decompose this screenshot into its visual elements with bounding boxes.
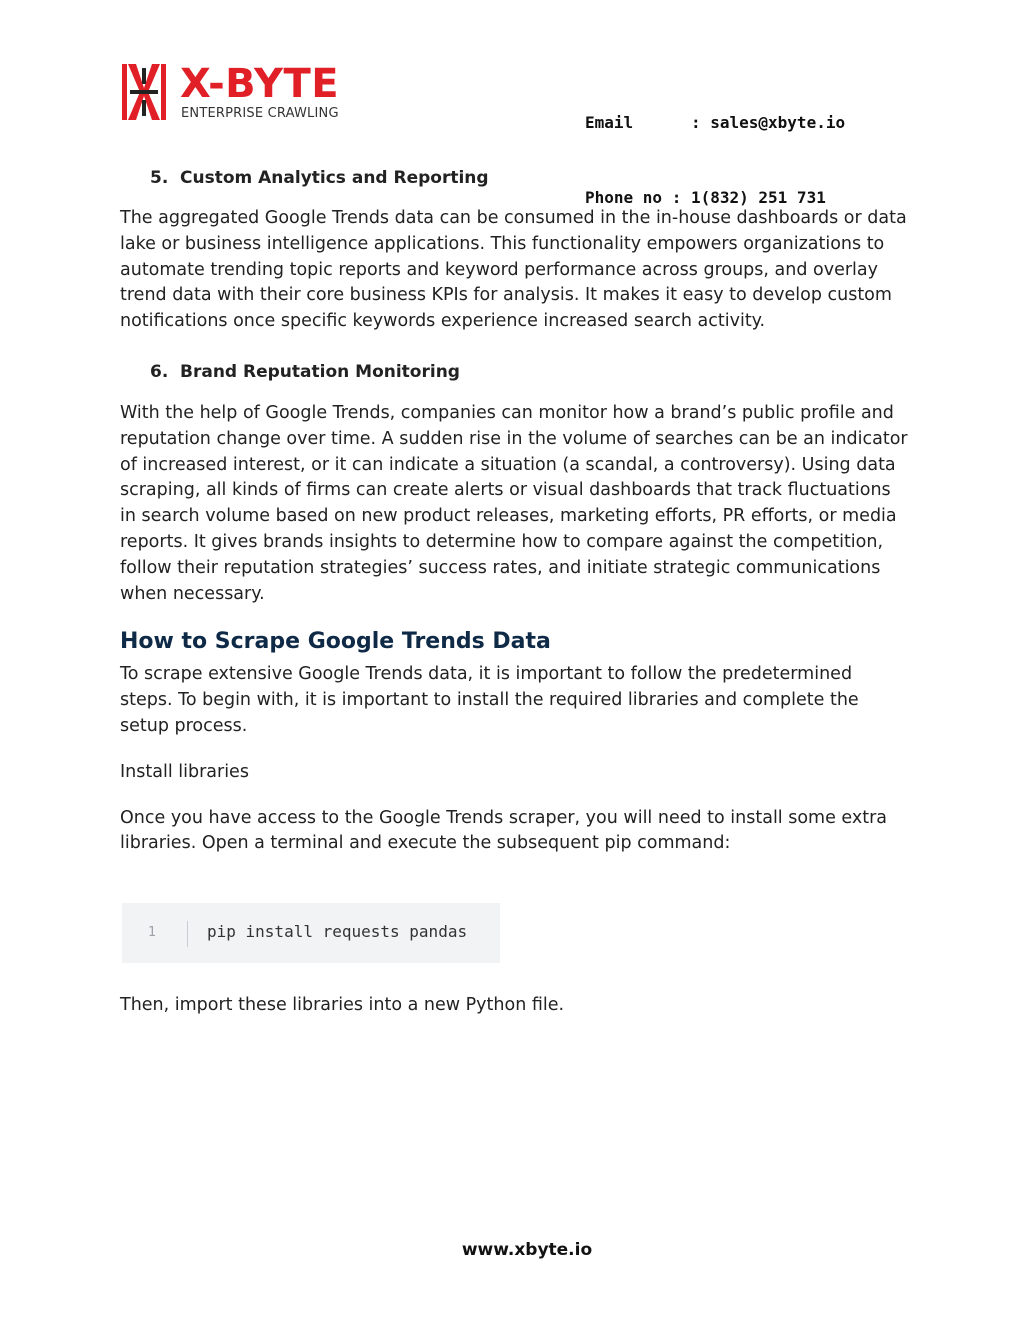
then-paragraph: Then, import these libraries into a new Python file. [120, 995, 565, 1015]
install-body: Once you have access to the Google Trends scraper, you will need to install some extra libraries. Open a terminal and execute the subsequent pip command: [120, 807, 888, 854]
email-value[interactable]: sales@xbyte.io [710, 113, 846, 132]
footer [0, 1240, 1024, 1260]
section-5-title: Custom Analytics and Reporting [180, 168, 489, 188]
intro-paragraph: To scrape extensive Google Trends data, it is important to follow the predetermined steps. To begin with, it is important to install the required libraries and complete the setup process. [120, 664, 859, 736]
how-to-heading: How to Scrape Google Trends Data [120, 629, 551, 655]
logo-wordmark: X-BYTE [180, 61, 340, 107]
section-5-number: 5. [150, 168, 169, 188]
code-divider [187, 921, 188, 947]
xbyte-logo-mark-icon [122, 62, 166, 122]
code-command: pip install requests pandas [207, 922, 468, 941]
email-row [585, 110, 845, 135]
section-6-title: Brand Reputation Monitoring [180, 361, 460, 382]
section-6-number: 6. [150, 361, 169, 382]
section-5-body: The aggregated Google Trends data can be consumed in the in-house dashboards or data lake or business intelligence applications. This functionality empowers organizations to automate trending topic reports and keyword performance across groups, and overlay trend data with their core business KPIs for analysis. It makes it easy to develop custom notifications once specific keywords experience increased search activity. [120, 208, 907, 332]
phone-value[interactable]: 1(832) 251 731 [690, 188, 826, 207]
install-label: Install libraries [120, 761, 249, 782]
section-6-heading [120, 360, 908, 384]
section-6-body: With the help of Google Trends, companies can monitor how a brand’s public profile and reputation change over time. A sudden rise in the volume of searches can be an indicator of increased interest, or it can indicate a situation (a scandal, a controversy). Using data scraping, all kinds of firms can create alerts or visual dashboards that track fluctuations in search volume based on new product releases, marketing efforts, PR efforts, or media reports. It gives brands insights to determine how to compare against the competition, follow their reputation strategies’ success rates, and initiate strategic communications when necessary. [120, 402, 908, 604]
section-5-heading [120, 166, 908, 190]
footer-url[interactable]: www.xbyte.io [461, 1240, 593, 1260]
phone-label: Phone no : [585, 188, 682, 207]
code-line-number: 1 [148, 925, 156, 940]
logo-tagline: ENTERPRISE CRAWLING [181, 106, 339, 121]
xbyte-logo [122, 62, 354, 124]
document-body [120, 166, 908, 857]
email-label: Email : [585, 113, 701, 132]
code-block [122, 903, 500, 963]
